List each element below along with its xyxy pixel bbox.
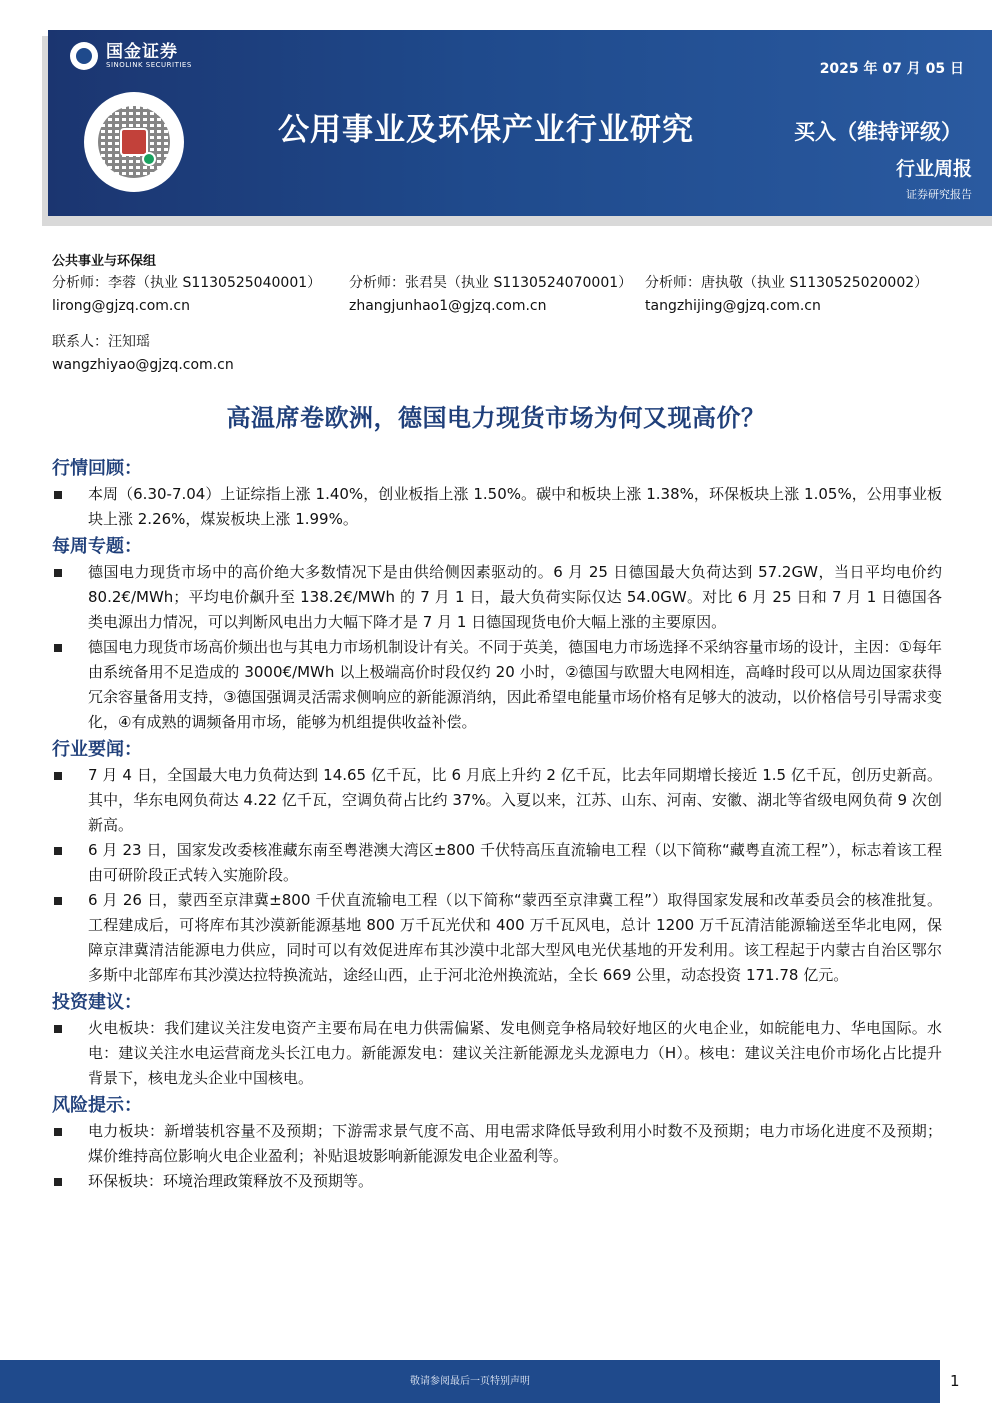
section-risk-warning [52, 1093, 942, 1194]
bullet-item: 本周（6.30-7.04）上证综指上涨 1.40%，创业板指上涨 1.50%。碳中和板块上涨 1.38%，环保板块上涨 1.05%，公用事业板块上涨 2.26%，煤炭板块上涨 1.99%。 [52, 482, 942, 532]
rating: 买入（维持评级） [794, 120, 962, 144]
section-title: 投资建议： [52, 992, 142, 1013]
bullet-item: 6 月 23 日，国家发改委核准藏东南至粤港澳大湾区±800 千伏特高压直流输电工程（以下简称“藏粤直流工程”），标志着该工程由可研阶段正式转入实施阶段。 [52, 838, 942, 888]
analyst-email[interactable]: tangzhijing@gjzq.com.cn [645, 298, 821, 314]
analyst-entry [52, 272, 349, 318]
bullet-item: 德国电力现货市场中的高价绝大多数情况下是由供给侧因素驱动的。6 月 25 日德国最大负荷达到 57.2GW，当日平均电价约 80.2€/MWh；平均电价飙升至 138.2€/MWh 的 7 月 1 日，最大负荷实际仅达 54.0GW。对比 6 月 25 日和 7 月 1 日德国各类电源出力情况，可以判断风电出力大幅下降才是 7 月 1 日德国现货电价大幅上涨的主要原因。 [52, 560, 942, 635]
analyst-label: 分析师：唐执敬（执业 S1130525020002） [645, 275, 929, 291]
qr-code-icon [84, 92, 184, 192]
report-date: 2025 年 07 月 05 日 [819, 61, 964, 77]
logo-mark-icon [70, 42, 98, 70]
report-content [52, 454, 942, 1194]
report-kind: 证券研究报告 [906, 188, 972, 201]
analyst-entry [645, 272, 928, 318]
analyst-label: 分析师：张君昊（执业 S1130524070001） [349, 275, 633, 291]
bullet-item: 环保板块：环境治理政策释放不及预期等。 [52, 1169, 942, 1194]
bullet-item: 德国电力现货市场高价频出也与其电力市场机制设计有关。不同于英美，德国电力市场选择不采纳容量市场的设计，主因：①每年由系统备用不足造成的 3000€/MWh 以上极端高价时段仅约 20 小时，②德国与欧盟大电网相连，高峰时段可以从周边国家获得冗余容量备用支持，③德国强调灵活需求侧响应的新能源消纳，因此希望电能量市场价格有足够大的波动，以价格信号引导需求变化，④有成熟的调频备用市场，能够为机组提供收益补偿。 [52, 635, 942, 735]
bullet-item: 电力板块：新增装机容量不及预期；下游需求景气度不高、用电需求降低导致利用小时数不及预期；电力市场化进度不及预期；煤价维持高位影响火电企业盈利；补贴退坡影响新能源发电企业盈利等。 [52, 1119, 942, 1169]
report-title: 公用事业及环保产业行业研究 [278, 112, 694, 148]
company-logo [70, 42, 192, 70]
contact-email[interactable]: wangzhiyao@gjzq.com.cn [52, 357, 234, 373]
analyst-label: 分析师：李蓉（执业 S1130525040001） [52, 275, 322, 291]
research-group: 公共事业与环保组 [52, 254, 157, 269]
section-title: 风险提示： [52, 1095, 142, 1116]
footer-notice: 敬请参阅最后一页特别声明 [0, 1360, 940, 1403]
analyst-entry [349, 272, 645, 318]
contact-label: 联系人：汪知瑶 [52, 334, 150, 350]
section-title: 每周专题： [52, 536, 142, 557]
section-industry-news [52, 737, 942, 988]
section-market-review [52, 456, 942, 532]
report-type: 行业周报 [895, 158, 972, 180]
bullet-item: 7 月 4 日，全国最大电力负荷达到 14.65 亿千瓦，比 6 月底上升约 2 亿千瓦，比去年同期增长接近 1.5 亿千瓦，创历史新高。其中，华东电网负荷达 4.22 亿千瓦，空调负荷占比约 37%。入夏以来，江苏、山东、河南、安徽、湖北等省级电网负荷 9 次创新高。 [52, 763, 942, 838]
logo-chinese-name: 国金证券 [106, 41, 178, 62]
page-number: 1 [950, 1372, 960, 1390]
bullet-item: 火电板块：我们建议关注发电资产主要布局在电力供需偏紧、发电侧竞争格局较好地区的火电企业，如皖能电力、华电国际。水电：建议关注水电运营商龙头长江电力。新能源发电：建议关注新能源龙头龙源电力（H）。核电：建议关注电价市场化占比提升背景下，核电龙头企业中国核电。 [52, 1016, 942, 1091]
bullet-item: 6 月 26 日，蒙西至京津冀±800 千伏直流输电工程（以下简称“蒙西至京津冀工程”）取得国家发展和改革委员会的核准批复。工程建成后，可将库布其沙漠新能源基地 800 万千瓦光伏和 400 万千瓦风电，总计 1200 万千瓦清洁能源输送至华北电网，保障京津冀清洁能源电力供应，同时可以有效促进库布其沙漠中北部大型风电光伏基地的开发利用。该工程起于内蒙古自治区鄂尔多斯中北部库布其沙漠达拉特换流站，途经山西，止于河北沧州换流站，全长 669 公里，动态投资 171.78 亿元。 [52, 888, 942, 988]
contact [52, 331, 234, 377]
analyst-email[interactable]: zhangjunhao1@gjzq.com.cn [349, 298, 547, 314]
analyst-list [52, 272, 952, 318]
report-header-banner [48, 30, 992, 216]
logo-english-name: SINOLINK SECURITIES [106, 60, 192, 69]
section-weekly-topic [52, 534, 942, 735]
section-title: 行业要闻： [52, 739, 142, 760]
main-title: 高温席卷欧洲，德国电力现货市场为何又现高价？ [226, 404, 766, 432]
analyst-email[interactable]: lirong@gjzq.com.cn [52, 298, 190, 314]
section-investment-advice [52, 990, 942, 1091]
section-title: 行情回顾： [52, 458, 142, 479]
